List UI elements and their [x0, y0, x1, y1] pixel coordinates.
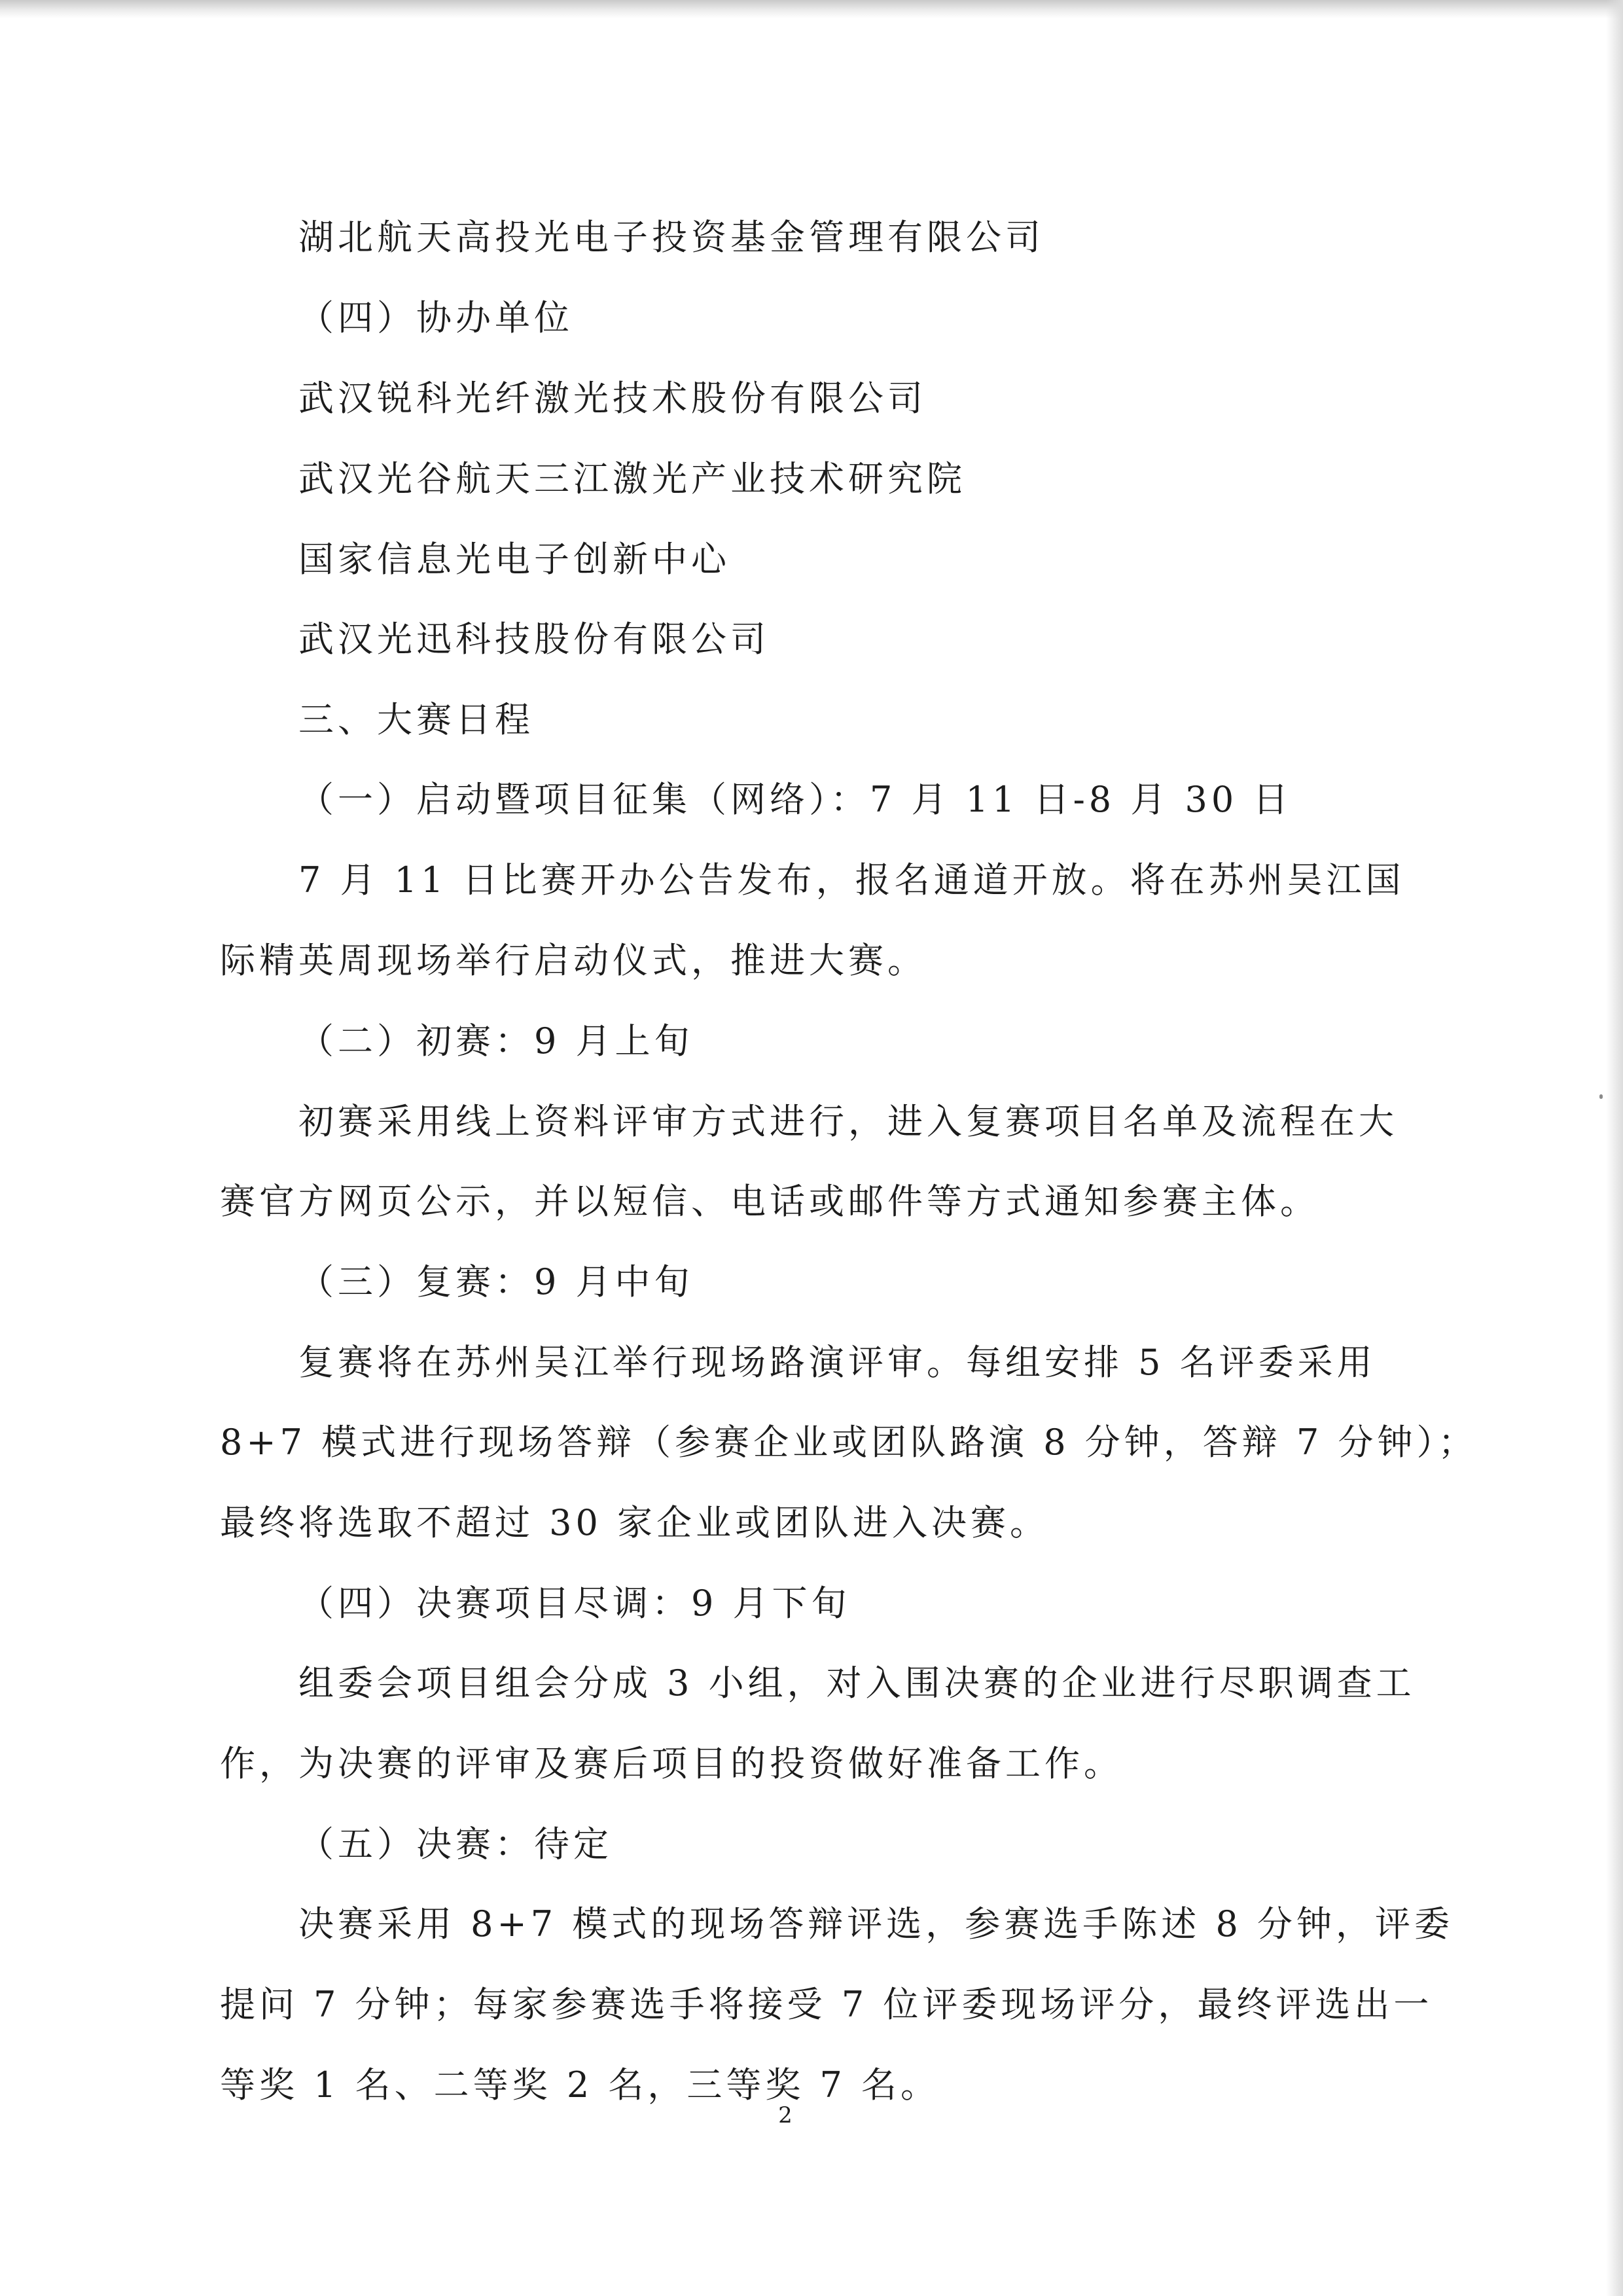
section-heading: （四）决赛项目尽调：9 月下旬	[298, 1583, 851, 1624]
paragraph-line: 等奖 1 名、二等奖 2 名，三等奖 7 名。	[220, 2064, 940, 2106]
section-heading: （二）初赛：9 月上旬	[298, 1020, 694, 1062]
paragraph-line: 决赛采用 8+7 模式的现场答辩评选，参赛选手陈述 8 分钟，评委	[298, 1903, 1454, 1945]
scan-edge-right	[1606, 0, 1623, 2296]
paragraph-line: 初赛采用线上资料评审方式进行，进入复赛项目名单及流程在大	[298, 1101, 1398, 1142]
section-heading: （三）复赛：9 月中旬	[298, 1261, 694, 1302]
paragraph-line: 际精英周现场举行启动仪式，推进大赛。	[220, 940, 927, 981]
paragraph-line: 组委会项目组会分成 3 小组，对入围决赛的企业进行尽职调查工	[298, 1662, 1416, 1704]
section-heading: 三、大赛日程	[298, 699, 534, 740]
section-heading: （四）协办单位	[298, 297, 573, 338]
scan-edge-top	[0, 0, 1623, 18]
text-line: 国家信息光电子创新中心	[298, 539, 730, 580]
scan-speck	[1599, 1094, 1603, 1099]
paragraph-line: 作，为决赛的评审及赛后项目的投资做好准备工作。	[220, 1743, 1123, 1784]
paragraph-line: 复赛将在苏州吴江举行现场路演评审。每组安排 5 名评委采用	[298, 1342, 1376, 1383]
paragraph-line: 7 月 11 日比赛开办公告发布，报名通道开放。将在苏州吴江国	[298, 859, 1405, 901]
text-line: 武汉锐科光纤激光技术股份有限公司	[298, 378, 927, 419]
page-number: 2	[778, 2102, 793, 2128]
paragraph-line: 赛官方网页公示，并以短信、电话或邮件等方式通知参赛主体。	[220, 1181, 1319, 1222]
text-line: 湖北航天高投光电子投资基金管理有限公司	[298, 217, 1044, 258]
paragraph-line: 8+7 模式进行现场答辩（参赛企业或团队路演 8 分钟，答辩 7 分钟）；	[220, 1422, 1478, 1463]
paragraph-line: 最终将选取不超过 30 家企业或团队进入决赛。	[220, 1502, 1050, 1543]
text-line: 武汉光迅科技股份有限公司	[298, 619, 770, 660]
text-line: 武汉光谷航天三江激光产业技术研究院	[298, 458, 966, 499]
section-heading: （五）决赛：待定	[298, 1823, 613, 1865]
section-heading: （一）启动暨项目征集（网络）：7 月 11 日-8 月 30 日	[298, 779, 1293, 820]
paragraph-line: 提问 7 分钟；每家参赛选手将接受 7 位评委现场评分，最终评选出一	[220, 1984, 1433, 2025]
